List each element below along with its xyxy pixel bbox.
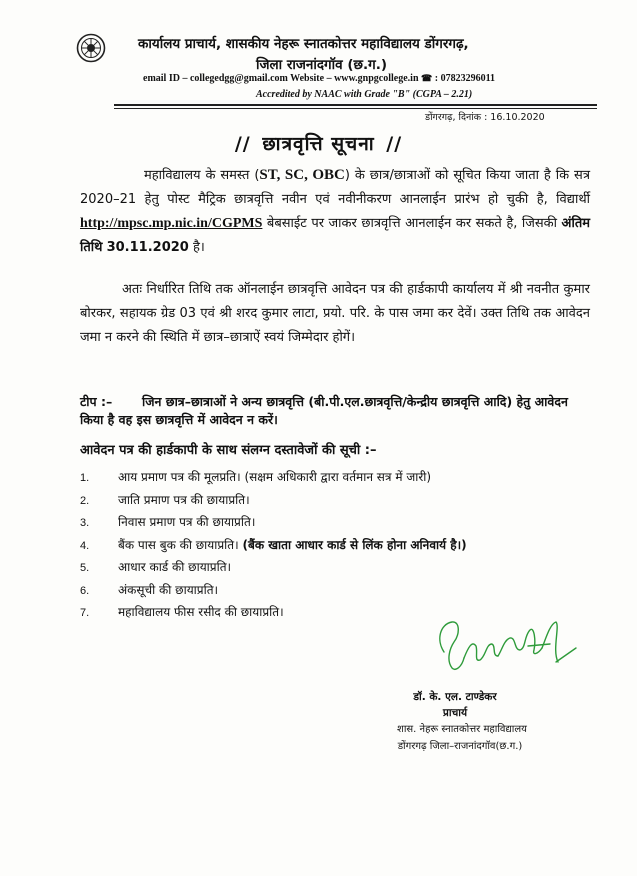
list-item: 1. आय प्रमाण पत्र की मूलप्रति। (सक्षम अधिकारी द्वारा वर्तमान सत्र में जारी) xyxy=(80,470,432,484)
list-item: 4. बैंक पास बुक की छायाप्रति। (बैंक खाता आधार कार्ड से लिंक होना अनिवार्य है।) xyxy=(80,537,467,552)
contact-line: email ID – collegedgg@gmail.com Website – www.gnpgcollege.in ☎ : 07823296011 xyxy=(143,73,496,84)
announcement-paragraph: महाविद्यालय के समस्त (ST, SC, OBC) के छात्र/छात्राओं को सूचित किया जाता है कि सत्र 2020–21 हेतु पोस्ट मैट्रिक छात्रवृत्ति नवीन एवं नवीनीकरण आनलाईन प्रारंभ हो चुकी है, विद्यार्थी http://mpsc.mp.nic.in/CGPMS बेबसाईट पर जाकर छात्रवृत्ति आनलाईन कर सकते है, जिसकी अंतिम तिथि 30.11.2020 है। xyxy=(80,167,590,255)
email-label: email ID xyxy=(143,73,180,84)
bank-aadhaar-requirement: (बैंक खाता आधार कार्ड से लिंक होना अनिवार्य है।) xyxy=(242,537,467,552)
submission-paragraph: अतः निर्धारित तिथि तक ऑनलाईन छात्रवृत्ति आवेदन पत्र की हार्डकापी कार्यालय में श्री नवनीत कुमार बोरकर, सहायक ग्रेड 03 एवं श्री शरद कुमार लाटा, प्रयो. परि. के पास जमा कर देवें। उक्त तिथि तक आवेदन जमा न करने की स्थिति में छात्र–छात्राऐं स्वयं जिम्मेदार होगें। xyxy=(80,282,590,345)
documents-list xyxy=(80,466,600,624)
email-address: collegedgg@gmail.com xyxy=(189,73,288,84)
principal-signature xyxy=(430,610,580,680)
documents-heading: आवेदन पत्र की हार्डकापी के साथ संलग्न दस्तावेजों की सूची :– xyxy=(80,443,377,458)
office-heading: कार्यालय प्राचार्य, शासकीय नेहरू स्नातकोत्तर महाविद्यालय डोंगरगढ़, xyxy=(138,36,469,52)
header-divider xyxy=(114,104,597,106)
notice-title-text: छात्रवृत्ति सूचना xyxy=(262,133,375,155)
signatory-address: डोंगरगढ़ जिला–राजनांदगॉव(छ.ग.) xyxy=(397,741,523,752)
list-item: 5. आधार कार्ड की छायाप्रति। xyxy=(80,560,232,574)
header-divider-thin xyxy=(114,108,597,109)
website-label: Website xyxy=(290,73,325,84)
deadline-label: अंतिम तिथि xyxy=(80,216,590,255)
signatory-college: शास. नेहरू स्नातकोत्तर महाविद्यालय xyxy=(397,724,527,735)
note-label: टीप :– xyxy=(80,394,113,409)
website-address: www.gnpgcollege.in xyxy=(334,73,419,84)
note-block xyxy=(80,393,590,429)
title-slash-right: // xyxy=(386,133,403,155)
eligible-categories: ST, SC, OBC xyxy=(259,167,345,183)
list-item: 3. निवास प्रमाण पत्र की छायाप्रति। xyxy=(80,515,256,529)
place-date: डोंगरगढ़, दिनांक : 16.10.2020 xyxy=(425,112,545,123)
title-slash-left: // xyxy=(234,133,251,155)
list-item: 6. अंकसूची की छायाप्रति। xyxy=(80,582,219,597)
list-item: 2. जाति प्रमाण पत्र की छायाप्रति। xyxy=(80,492,250,507)
signatory-designation: प्राचार्य xyxy=(442,707,468,719)
phone-number: 07823296011 xyxy=(440,73,496,84)
note-text: जिन छात्र–छात्राओं ने अन्य छात्रवृत्ति (बी.पी.एल.छात्रवृत्ति/केन्द्रीय छात्रवृत्ति आदि) हेतु आवेदन किया है वह इस छात्रवृत्ति में आवेदन न करें। xyxy=(80,394,568,427)
list-item: 7. महाविद्यालय फीस रसीद की छायाप्रति। xyxy=(80,605,284,619)
college-emblem-icon xyxy=(76,33,106,63)
notice-title xyxy=(0,130,637,156)
signatory-name: डॉ. के. एल. टाण्डेकर xyxy=(413,691,497,703)
phone-icon: ☎ xyxy=(421,73,433,83)
district-heading: जिला राजनांदगॉव (छ.ग.) xyxy=(256,57,388,73)
accreditation-line: Accredited by NAAC with Grade "B" (CGPA – 2.21) xyxy=(256,89,473,100)
deadline-date: 30.11.2020 xyxy=(106,240,189,255)
portal-link[interactable]: http://mpsc.mp.nic.in/CGPMS xyxy=(80,216,263,231)
